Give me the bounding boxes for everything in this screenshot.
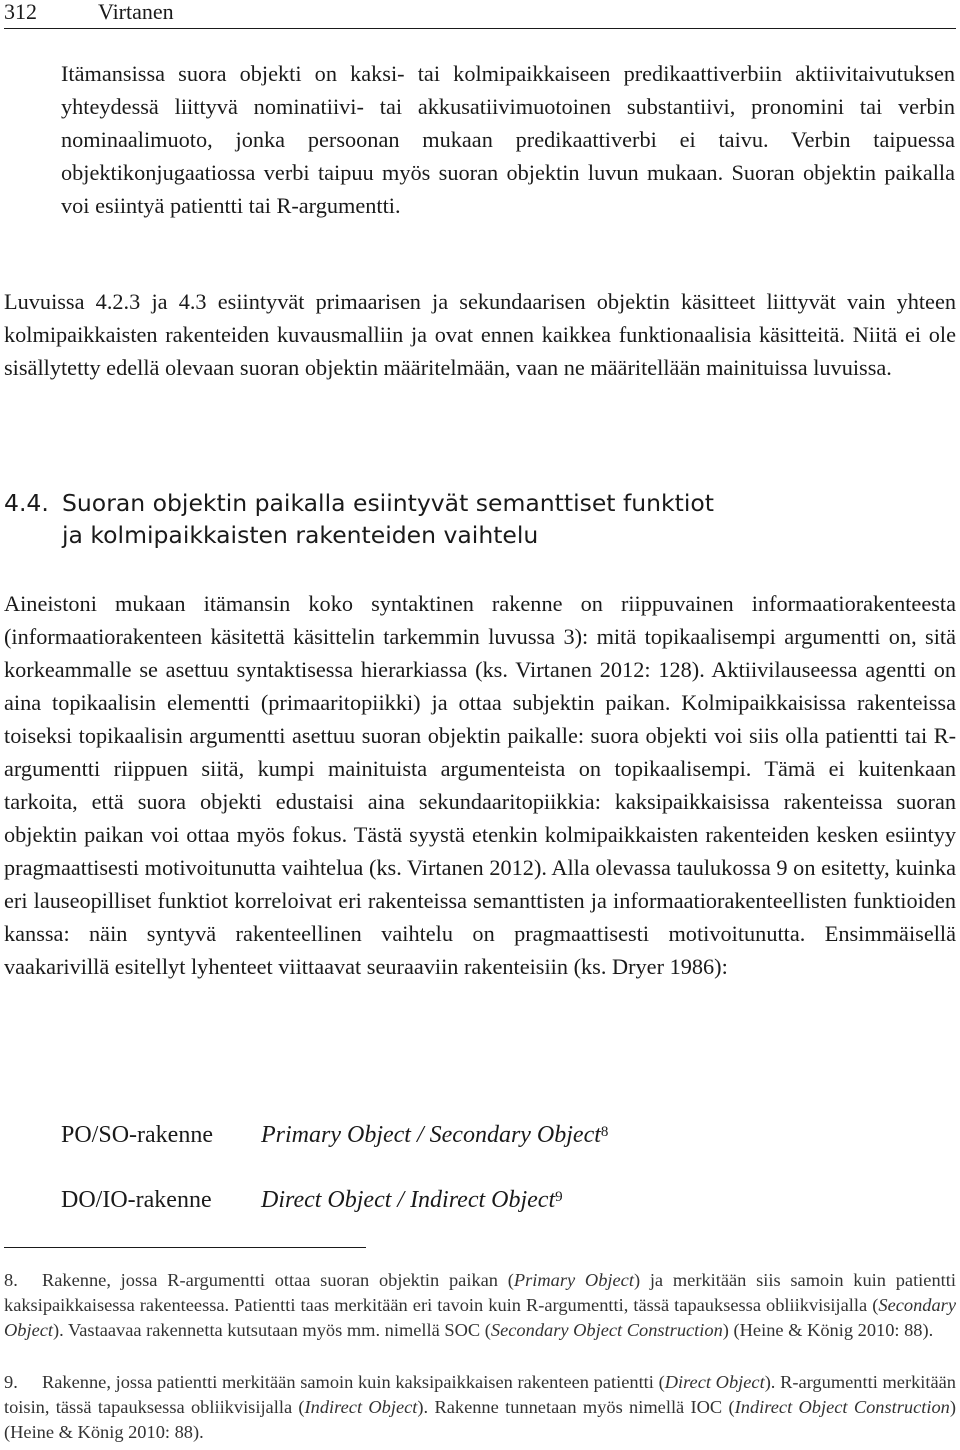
footnote-number: 8. <box>4 1270 18 1290</box>
footnote-number: 9. <box>4 1372 18 1392</box>
footnote-text <box>4 1372 956 1442</box>
footnote-term: Primary Object <box>513 1270 634 1290</box>
section-number: 4.4. <box>4 489 49 517</box>
footnote-run: ). R-argumentti merkitään toisin, tässä tapauksessa obliikvisijalla ( <box>4 1372 957 1417</box>
term-abbreviation: DO/IO-rakenne <box>61 1187 212 1213</box>
footnote-run: ) (Heine & König 2010: 88). <box>4 1397 956 1442</box>
footnote-9 <box>4 1370 956 1445</box>
footnote-divider <box>4 1247 366 1248</box>
footnote-term: Direct Object <box>664 1372 765 1392</box>
section-title-line-2: ja kolmipaikkaisten rakenteiden vaihtelu <box>62 521 539 549</box>
footnote-reference[interactable]: 9 <box>555 1189 563 1205</box>
footnote-text <box>4 1270 956 1340</box>
footnote-term: Indirect Object <box>304 1397 418 1417</box>
body-paragraph-main: Aineistoni mukaan itämansin koko syntaktinen rakenne on riippuvainen informaatiorakenteesta (informaatiorakenteen käsitettä käsittelin tarkemmin luvussa 3): mitä topikaalisempi argumentti on, sitä korkeammalle se asettuu syntaktisessa hierarkiassa (ks. Virtanen 2012: 128). Aktiivilauseessa agentti on aina topikaalisin elementti (primaaritopiikki) ja ottaa subjektin paikan. Kolmipaikkaisissa rakenteissa toiseksi topikaalisin argumentti asettuu suoran objektin paikalle: suora objekti voi siis olla patientti tai R-argumentti riippuen siitä, kumpi mainituista argumenteista on topikaalisempi. Tämä ei kuitenkaan tarkoita, että suora objekti edustaisi aina sekundaaritopiikkia: kaksipaikkaisissa rakenteissa suoran objektin paikan voi ottaa myös fokus. Tästä syystä etenkin kolmipaikkaisten rakenteiden kesken esiintyy pragmaattisesti motivoitunutta vaihtelua (ks. Virtanen 2012). Alla olevassa taulukossa 9 on esitetty, kuinka eri lauseopilliset funktiot korreloivat eri rakenteissa semanttisten ja informaatiorakenteellisten funktioiden kanssa: näin syntyvä rakenteellinen vaihtelu on pragmaattisesti motivoitunutta. Ensimmäisellä vaakarivillä esitellyt lyhenteet viittaavat seuraaviin rakenteisiin (ks. Dryer 1986): <box>4 591 956 979</box>
footnote-run: ). Rakenne tunnetaan myös nimellä IOC ( <box>417 1397 735 1417</box>
footnote-run: ). Vastaavaa rakennetta kutsutaan myös mm. nimellä SOC ( <box>53 1320 491 1340</box>
footnote-run: Rakenne, jossa R-argumentti ottaa suoran objektin paikan ( <box>42 1270 514 1290</box>
footnote-term: Secondary Object Construction <box>490 1320 723 1340</box>
term-expansion-text: Primary Object / Secondary Object <box>261 1122 601 1148</box>
footnote-run: ) ja merkitään siis samoin kuin patientti kaksipaikkaisessa rakenteessa. Patientti taas merkitään eri tavoin kuin R-argumentti, tässä tapauksessa obliikvisijalla ( <box>4 1270 956 1315</box>
footnote-run: ) (Heine & König 2010: 88). <box>722 1320 934 1340</box>
footnote-term: Secondary Object <box>4 1295 956 1340</box>
section-heading <box>4 487 956 551</box>
body-paragraph-concepts: Luvuissa 4.2.3 ja 4.3 esiintyvät primaarisen ja sekundaarisen objektin käsitteet liittyvät vain yhteen kolmipaikkaisten rakenteiden kuvausmalliin ja ovat ennen kaikkea funktionaalisia käsitteitä. Niitä ei ole sisällytetty edellä olevaan suoran objektin määritelmään, vaan ne määritellään mainituissa luvuissa. <box>4 289 956 380</box>
footnote-8 <box>4 1268 956 1343</box>
footnote-term: Indirect Object Construction <box>734 1397 950 1417</box>
running-title: Virtanen <box>98 0 174 24</box>
section-title-line-1: Suoran objektin paikalla esiintyvät semanttiset funktiot <box>62 489 714 517</box>
term-expansion <box>261 1185 563 1215</box>
page-header <box>4 0 956 29</box>
intro-paragraph: Itämansissa suora objekti on kaksi- tai kolmipaikkaiseen predikaattiverbiin aktiivitaivutuksen yhteydessä liittyvä nominatiivi- tai akkusatiivimuotoinen substantiivi, pronomini tai verbin nominaalimuoto, jonka persoonan mukaan predikaattiverbi ei taivu. Verbin taipuessa objektikonjugaatiossa verbi taipuu myös suoran objektin luvun mukaan. Suoran objektin paikalla voi esiintyä patientti tai R-argumentti. <box>61 61 955 218</box>
term-abbreviation: PO/SO-rakenne <box>61 1122 213 1148</box>
term-expansion-text: Direct Object / Indirect Object <box>261 1187 556 1213</box>
term-expansion <box>261 1120 608 1150</box>
footnote-reference[interactable]: 8 <box>600 1124 609 1140</box>
page-number: 312 <box>4 0 37 24</box>
footnote-run: Rakenne, jossa patientti merkitään samoin kuin kaksipaikkaisen rakenteen patientti ( <box>42 1372 665 1392</box>
